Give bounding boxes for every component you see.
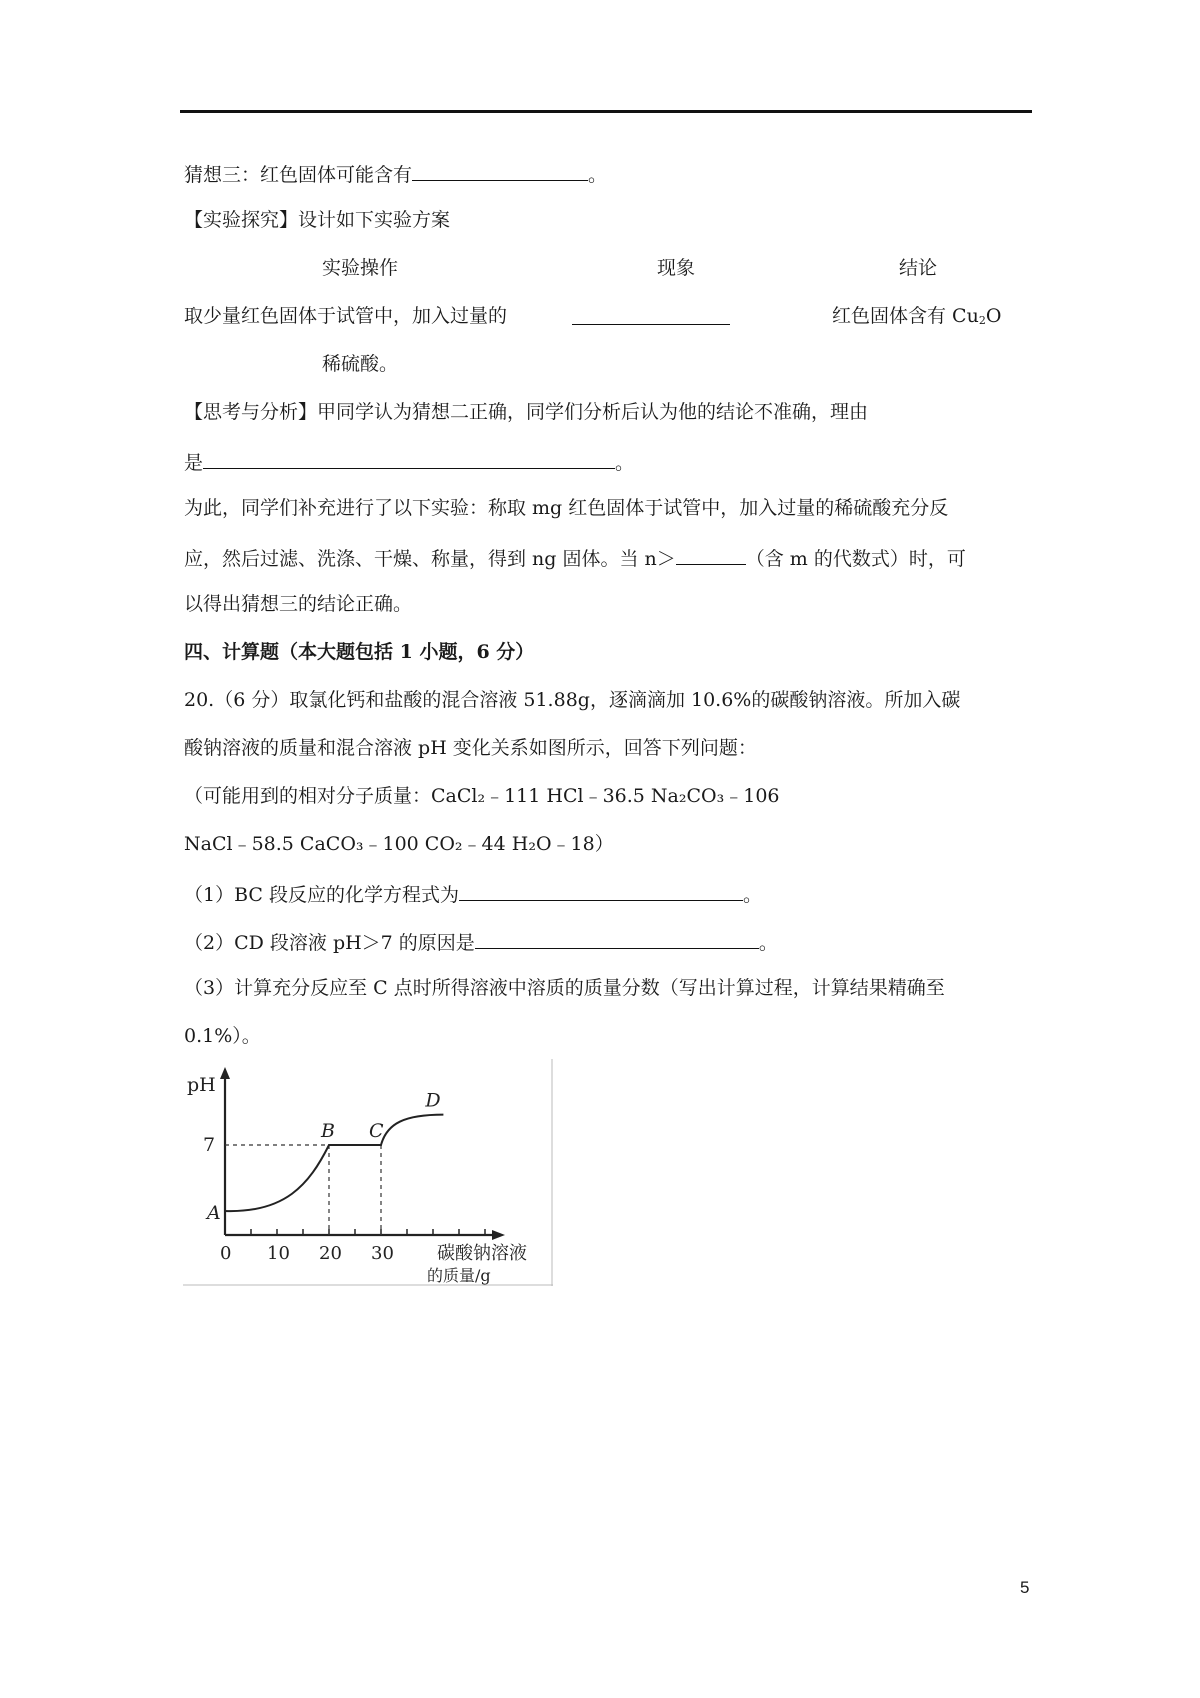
table-operation-line2: 稀硫酸。 bbox=[322, 353, 399, 375]
x-tick-labels bbox=[220, 1243, 394, 1264]
expression-blank[interactable] bbox=[676, 544, 746, 565]
x-axis-arrow bbox=[492, 1230, 505, 1240]
section4-title: 四、计算题（本大题包括 1 小题，6 分） bbox=[184, 641, 535, 663]
equation-blank[interactable] bbox=[459, 880, 743, 901]
point-label-d: D bbox=[425, 1089, 441, 1112]
x-tick-label: 20 bbox=[319, 1243, 342, 1264]
point-label-b: B bbox=[321, 1120, 335, 1142]
supplement-line1: 为此，同学们补充进行了以下实验：称取 mg 红色固体于试管中，加入过量的稀硫酸充分反 bbox=[184, 497, 949, 519]
q20-line2: 酸钠溶液的质量和混合溶液 pH 变化关系如图所示，回答下列问题： bbox=[184, 737, 757, 759]
y-axis-arrow bbox=[220, 1067, 230, 1079]
x-tick-label: 0 bbox=[220, 1243, 232, 1264]
reason-blank[interactable] bbox=[203, 448, 615, 469]
dashed-guides bbox=[225, 1145, 381, 1235]
reason-cd-blank[interactable] bbox=[475, 928, 759, 949]
q20-sub3-line2: 0.1%）。 bbox=[184, 1025, 261, 1047]
x-tick-label: 10 bbox=[267, 1243, 290, 1264]
table-header-conclusion: 结论 bbox=[899, 257, 938, 279]
supplement-line3: 以得出猜想三的结论正确。 bbox=[184, 593, 413, 615]
q20-sub1: （1）BC 段反应的化学方程式为 。 bbox=[184, 880, 762, 907]
q20-masses-line2: NaCl﹣58.5 CaCO₃﹣100 CO₂﹣44 H₂O﹣18） bbox=[184, 833, 614, 855]
q20-masses-line1: （可能用到的相对分子质量：CaCl₂﹣111 HCl﹣36.5 Na₂CO₃﹣106 bbox=[184, 785, 780, 807]
ph-chart bbox=[183, 1059, 553, 1286]
q20-sub3-line1: （3）计算充分反应至 C 点时所得溶液中溶质的质量分数（写出计算过程，计算结果精确至 bbox=[184, 977, 945, 999]
phenomenon-blank[interactable] bbox=[572, 304, 730, 325]
guess3-line: 猜想三：红色固体可能含有 。 bbox=[184, 160, 607, 187]
y-axis-label: pH bbox=[187, 1074, 216, 1096]
x-axis-label-line1: 碳酸钠溶液 bbox=[437, 1243, 527, 1264]
analysis-line1: 【思考与分析】甲同学认为猜想二正确，同学们分析后认为他的结论不准确，理由 bbox=[184, 401, 869, 423]
x-tick-label: 30 bbox=[371, 1243, 394, 1264]
point-label-c: C bbox=[369, 1120, 384, 1142]
q20-sub2: （2）CD 段溶液 pH＞7 的原因是 。 bbox=[184, 928, 778, 955]
experiment-heading: 【实验探究】设计如下实验方案 bbox=[184, 209, 451, 231]
header-rule bbox=[180, 110, 1032, 113]
x-axis-label-line2: 的质量/g bbox=[427, 1266, 491, 1285]
answer-blank[interactable] bbox=[412, 160, 588, 181]
y-tick-label-7: 7 bbox=[203, 1134, 216, 1156]
guess3-text: 猜想三：红色固体可能含有 bbox=[184, 164, 413, 186]
page-number: 5 bbox=[1020, 1578, 1030, 1597]
supplement-line2: 应，然后过滤、洗涤、干燥、称量，得到 ng 固体。当 n＞ （含 m 的代数式）时，可 bbox=[184, 544, 966, 571]
table-header-operation: 实验操作 bbox=[322, 257, 399, 279]
point-label-a: A bbox=[207, 1202, 221, 1224]
table-header-phenomenon: 现象 bbox=[657, 257, 696, 279]
table-conclusion: 红色固体含有 $Cu_2O$ bbox=[832, 305, 1002, 327]
analysis-line2: 是 。 bbox=[184, 448, 634, 475]
table-operation-line1: 取少量红色固体于试管中，加入过量的 bbox=[184, 305, 508, 327]
q20-line1: 20.（6 分）取氯化钙和盐酸的混合溶液 51.88g，逐滴滴加 10.6%的碳酸钠溶液。所加入碳 bbox=[184, 689, 961, 711]
